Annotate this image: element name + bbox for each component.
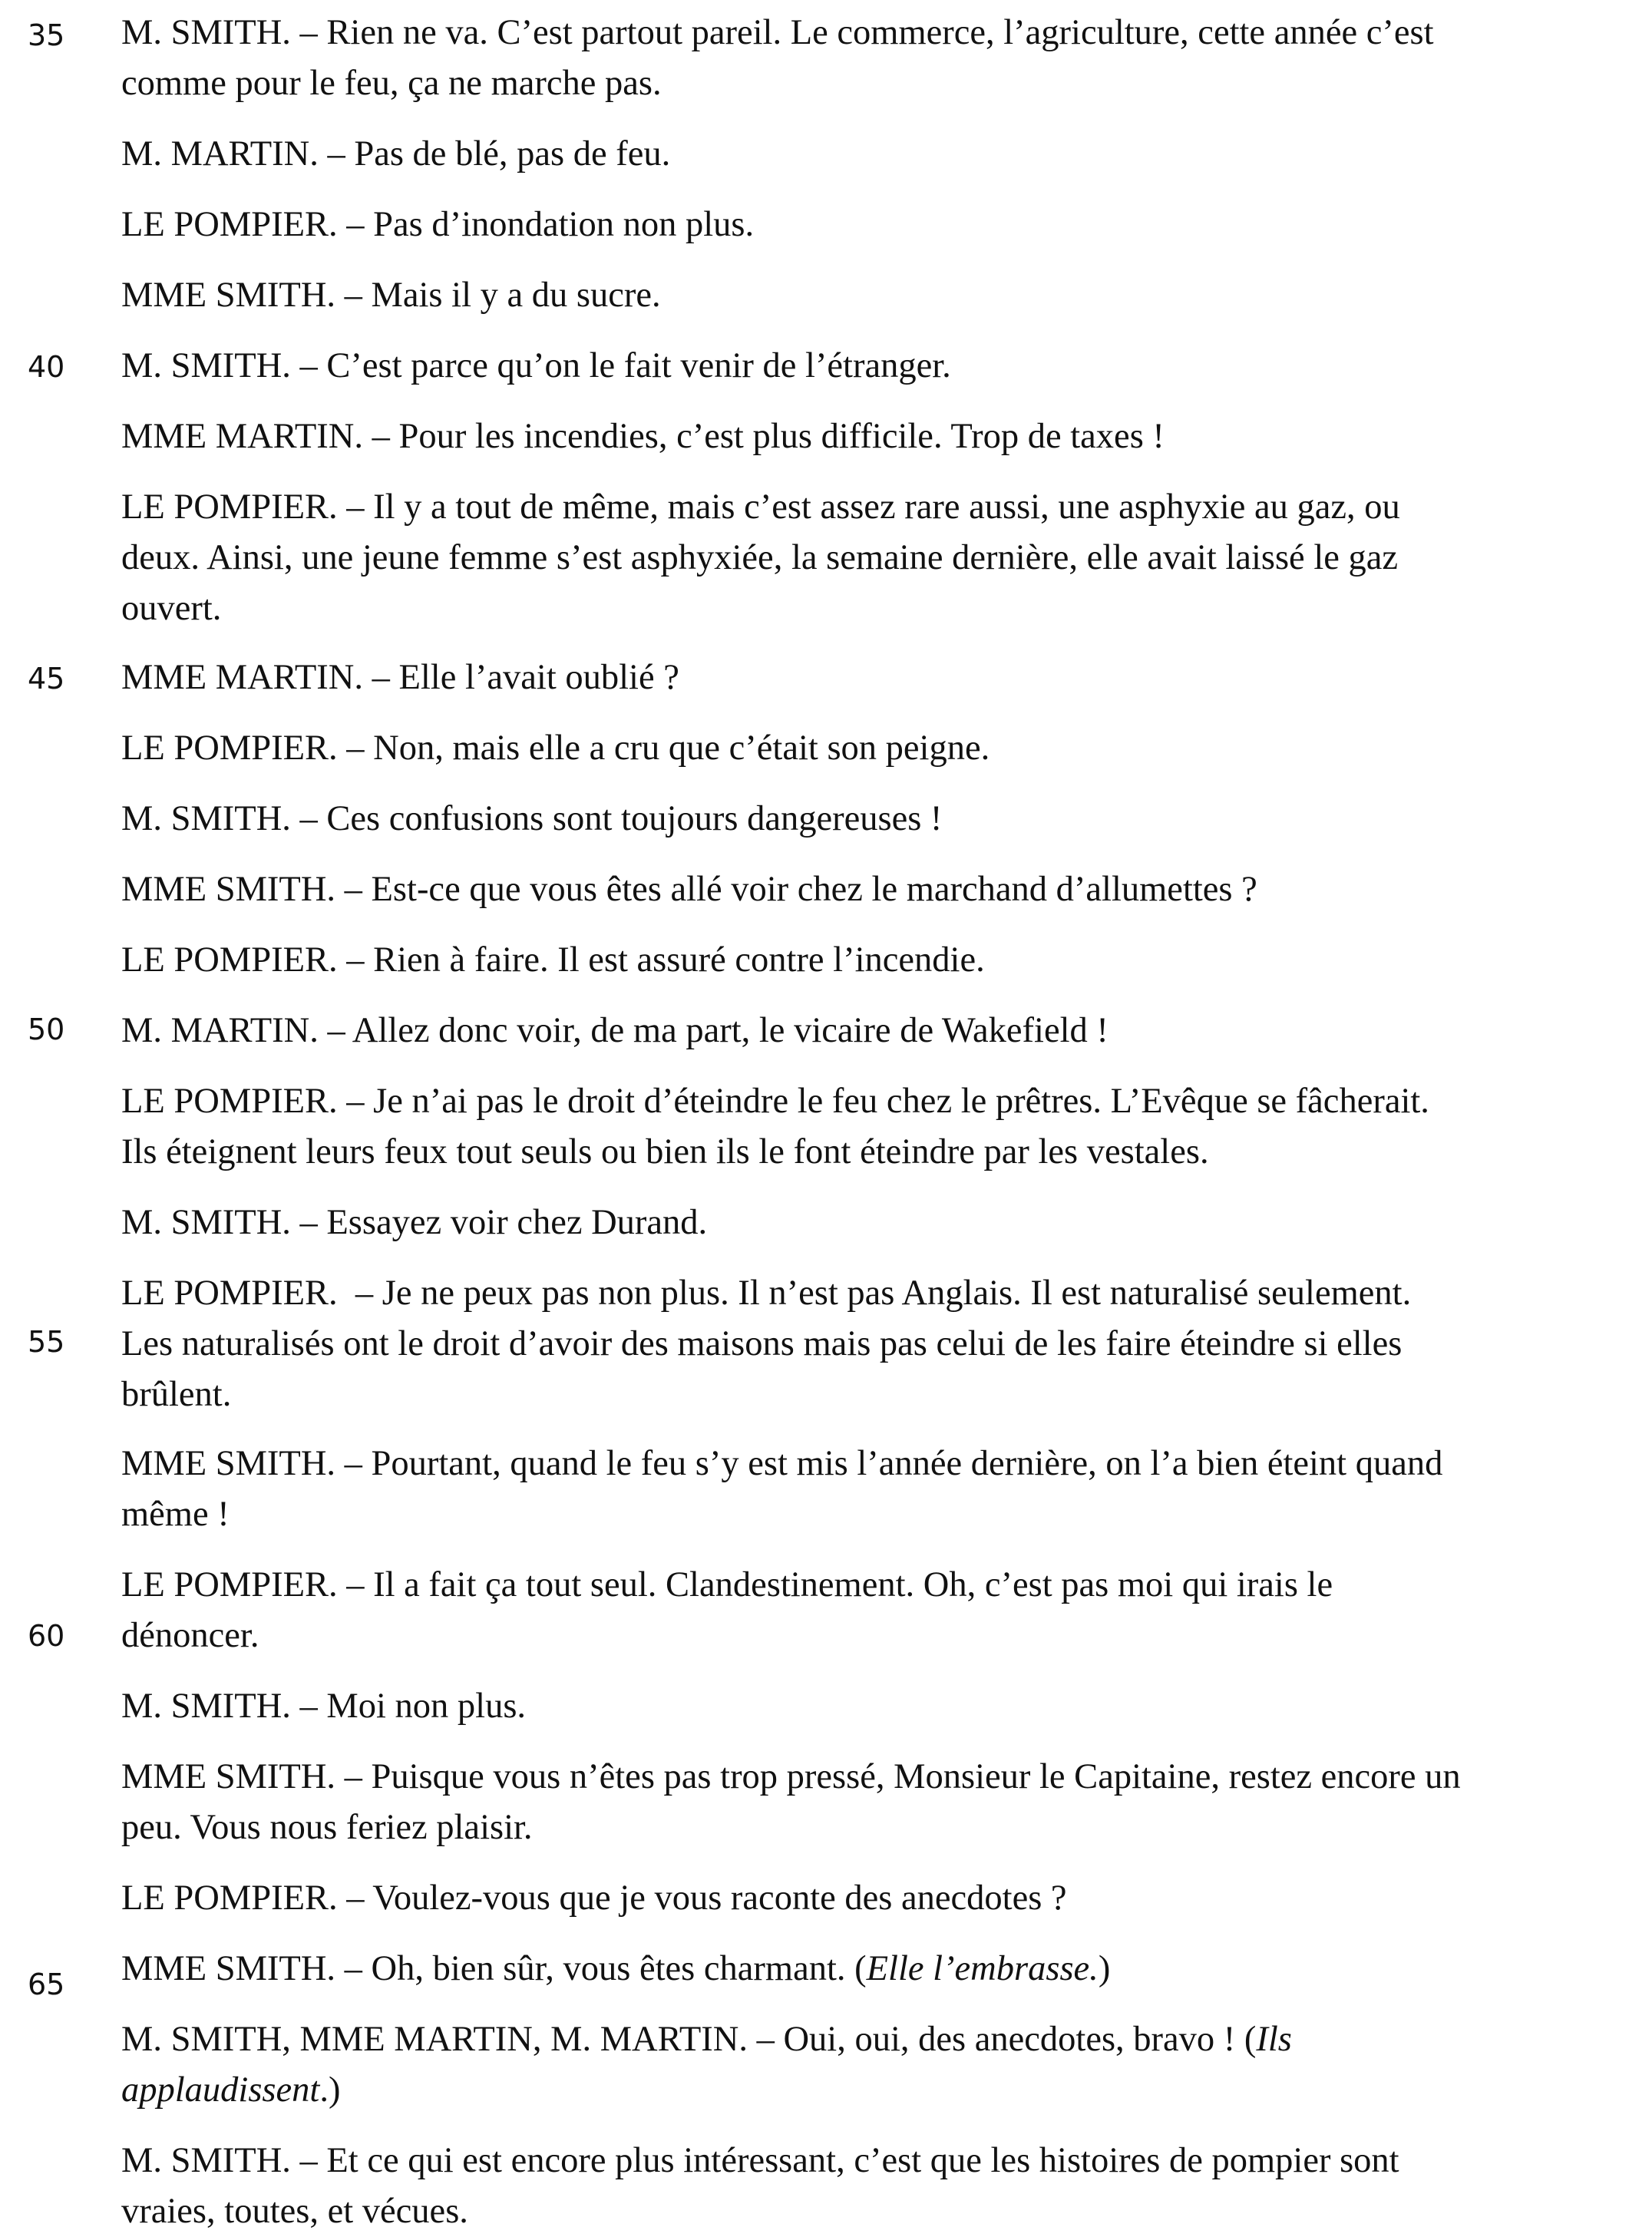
text-line: M. SMITH. – Ces confusions sont toujours dangereuses !: [121, 799, 943, 838]
text-line: M. SMITH. – Moi non plus.: [121, 1687, 527, 1726]
text-line: MME SMITH. – Mais il y a du sucre.: [121, 276, 661, 315]
dialogue-line: [121, 1268, 1580, 1420]
line-number-margin: [0, 0, 107, 2233]
text-run: MME SMITH. – Oh, bien sûr, vous êtes charmant. (: [121, 1949, 867, 1988]
dialogue-line: [121, 411, 1580, 462]
dialogue-line: [121, 1006, 1580, 1056]
line-number: 45: [28, 662, 65, 696]
dialogue-line: [121, 864, 1580, 915]
text-line: M. MARTIN. – Allez donc voir, de ma part, le vicaire de Wakefield !: [121, 1011, 1108, 1050]
line-number: 60: [28, 1619, 65, 1653]
text-line: MME MARTIN. – Elle l’avait oublié ?: [121, 658, 679, 697]
text-line: MME SMITH. – Est-ce que vous êtes allé voir chez le marchand d’allumettes ?: [121, 870, 1257, 909]
text-line: peu. Vous nous feriez plaisir.: [121, 1808, 533, 1847]
text-line: MME SMITH. – Pourtant, quand le feu s’y est mis l’année dernière, on l’a bien éteint quand: [121, 1444, 1443, 1483]
text-line: [121, 2014, 1580, 2065]
dialogue-line: [121, 1681, 1580, 1732]
text-line: vraies, toutes, et vécues.: [121, 2192, 468, 2231]
text-line: [121, 1944, 1580, 1994]
dialogue-line: [121, 1752, 1580, 1853]
dialogue-line: [121, 1873, 1580, 1924]
line-number: 65: [28, 1968, 65, 2001]
text-line: LE POMPIER. – Il a fait ça tout seul. Clandestinement. Oh, c’est pas moi qui irais le: [121, 1565, 1333, 1604]
dialogue-line: [121, 482, 1580, 634]
text-line: deux. Ainsi, une jeune femme s’est asphyxiée, la semaine dernière, elle avait laissé le gaz: [121, 538, 1399, 577]
text-line: MME MARTIN. – Pour les incendies, c’est plus difficile. Trop de taxes !: [121, 417, 1165, 456]
text-line: LE POMPIER. – Voulez-vous que je vous raconte des anecdotes ?: [121, 1878, 1067, 1918]
text-run: M. SMITH, MME MARTIN, M. MARTIN. – Oui, oui, des anecdotes, bravo ! (: [121, 2020, 1257, 2059]
text-line: Les naturalisés ont le droit d’avoir des maisons mais pas celui de les faire éteindre si elles: [121, 1324, 1403, 1363]
text-line: Ils éteignent leurs feux tout seuls ou bien ils le font éteindre par les vestales.: [121, 1132, 1209, 1171]
dialogue-line: [121, 129, 1580, 180]
stage-direction: applaudissent: [121, 2070, 320, 2110]
dialogue-line: [121, 2136, 1580, 2237]
dialogue-line: [121, 794, 1580, 844]
line-number: 40: [28, 350, 65, 384]
text-line: MME SMITH. – Puisque vous n’êtes pas trop pressé, Monsieur le Capitaine, restez encore un: [121, 1757, 1461, 1796]
line-number: 50: [28, 1013, 65, 1046]
dialogue-line: [121, 1944, 1580, 1994]
text-line: ouvert.: [121, 589, 222, 628]
text-line: LE POMPIER. – Non, mais elle a cru que c’était son peigne.: [121, 729, 990, 768]
dialogue-line: [121, 341, 1580, 392]
dialogue-line: [121, 270, 1580, 321]
text-run: ): [1098, 1949, 1111, 1988]
text-line: comme pour le feu, ça ne marche pas.: [121, 64, 662, 103]
text-run: .): [319, 2070, 341, 2110]
stage-direction: Ils: [1256, 2020, 1292, 2059]
text-line: LE POMPIER. – Il y a tout de même, mais c’est assez rare aussi, une asphyxie au gaz, ou: [121, 487, 1400, 527]
text-line: M. SMITH. – Et ce qui est encore plus intéressant, c’est que les histoires de pompier sont: [121, 2141, 1399, 2180]
dialogue-line: [121, 2014, 1580, 2116]
dialogue-line: [121, 1198, 1580, 1248]
dialogue-line: [121, 1076, 1580, 1178]
text-line: LE POMPIER. – Pas d’inondation non plus.: [121, 205, 755, 244]
text-line: M. SMITH. – Essayez voir chez Durand.: [121, 1203, 708, 1242]
text-line: [121, 2065, 1580, 2116]
text-line: LE POMPIER. – Je ne peux pas non plus. Il n’est pas Anglais. Il est naturalisé seulement.: [121, 1274, 1412, 1313]
stage-direction: Elle l’embrasse.: [866, 1949, 1099, 1988]
line-number: 35: [28, 18, 65, 52]
text-line: LE POMPIER. – Je n’ai pas le droit d’éteindre le feu chez le prêtres. L’Evêque se fâcherait.: [121, 1082, 1429, 1121]
text-line: dénoncer.: [121, 1616, 259, 1655]
dialogue-line: [121, 8, 1580, 109]
dialogue-line: [121, 653, 1580, 703]
text-line: M. MARTIN. – Pas de blé, pas de feu.: [121, 134, 671, 173]
text-line: LE POMPIER. – Rien à faire. Il est assuré contre l’incendie.: [121, 940, 985, 980]
dialogue-line: [121, 1560, 1580, 1661]
dialogue-line: [121, 723, 1580, 774]
text-line: M. SMITH. – Rien ne va. C’est partout pareil. Le commerce, l’agriculture, cette année c’est: [121, 13, 1434, 52]
text-line: même !: [121, 1495, 230, 1534]
dialogue-line: [121, 200, 1580, 250]
dialogue-line: [121, 935, 1580, 986]
line-number: 55: [28, 1325, 65, 1359]
dialogue-line: [121, 1439, 1580, 1540]
text-line: M. SMITH. – C’est parce qu’on le fait venir de l’étranger.: [121, 346, 951, 385]
text-line: brûlent.: [121, 1375, 232, 1414]
